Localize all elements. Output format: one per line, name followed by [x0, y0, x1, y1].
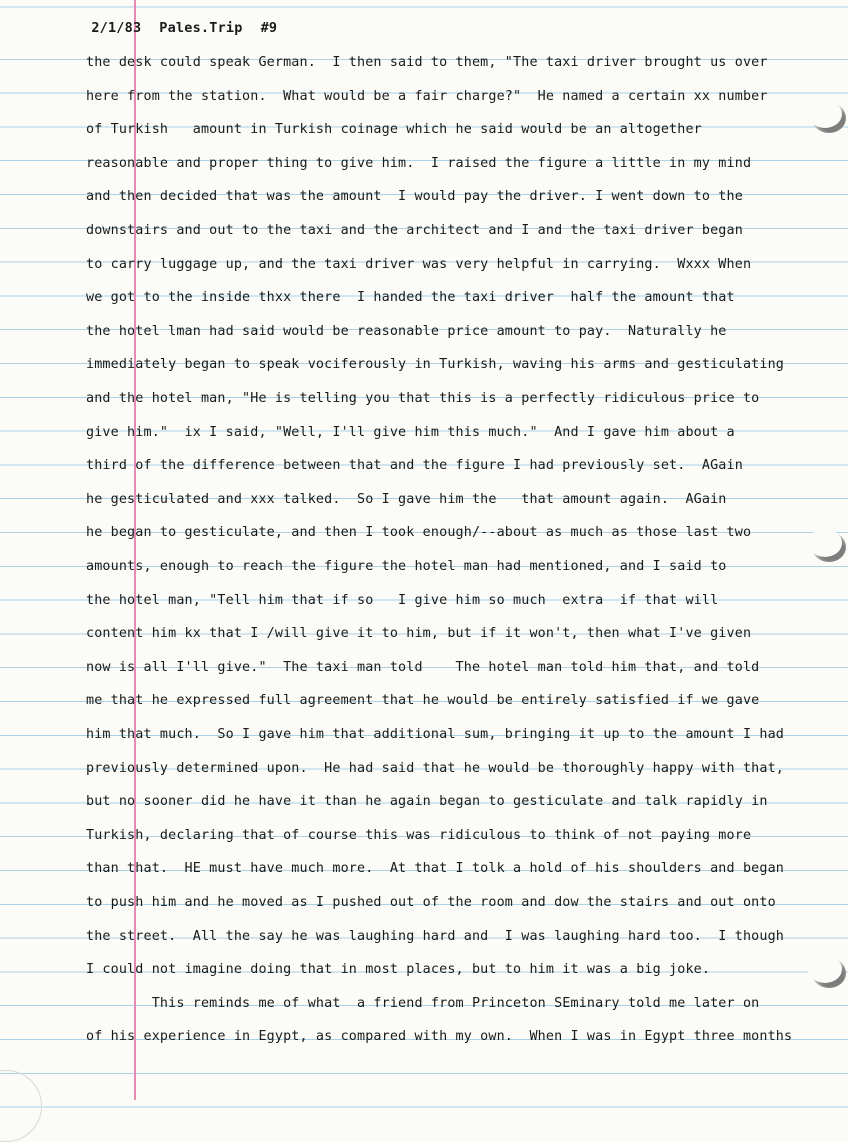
binder-hole-icon — [812, 103, 846, 133]
text-line: This reminds me of what a friend from Princeton SEminary told me later on — [86, 995, 760, 1011]
text-line: Turkish, declaring that of course this was ridiculous to think of not paying more — [86, 827, 752, 843]
text-line: he began to gesticulate, and then I took enough/--about as much as those last two — [86, 525, 752, 541]
header-page-number: #9 — [260, 20, 278, 36]
text-line: him that much. So I gave him that additional sum, bringing it up to the amount I had — [86, 727, 785, 742]
text-line: to carry luggage up, and the taxi driver was very helpful in carrying. Wxxx When — [86, 256, 752, 272]
text-line: than that. HE must have much more. At that I tolk a hold of his shoulders and began — [86, 861, 785, 877]
text-line: we got to the inside thxx there I handed the taxi driver half the amount that — [86, 290, 735, 306]
text-line: content him kx that I /will give it to him, but if it won't, then what I've given — [86, 626, 752, 642]
text-line: and then decided that was the amount I would pay the driver. I went down to the — [86, 189, 743, 205]
text-line: he gesticulated and xxx talked. So I gave him the that amount again. AGain — [86, 491, 727, 507]
binder-hole-icon — [812, 532, 846, 562]
text-line: and the hotel man, "He is telling you that this is a perfectly ridiculous price to — [86, 391, 760, 406]
binder-hole-icon — [812, 958, 846, 988]
text-line: now is all I'll give." The taxi man told The hotel man told him that, and told — [86, 659, 760, 675]
text-line: the hotel lman had said would be reasonable price amount to pay. Naturally he — [86, 323, 727, 339]
text-line: previously determined upon. He had said that he would be thoroughly happy with that, — [86, 760, 785, 776]
text-line: to push him and he moved as I pushed out of the room and dow the stairs and out onto — [86, 895, 776, 910]
text-line: the hotel man, "Tell him that if so I give him so much extra if that will — [86, 592, 719, 608]
text-line: immediately began to speak vociferously in Turkish, waving his arms and gesticulating — [86, 357, 785, 373]
page-header — [58, 4, 295, 52]
header-date: 2/1/83 — [91, 20, 142, 36]
header-title: Pales.Trip — [159, 20, 243, 36]
text-line: reasonable and proper thing to give him. I raised the figure a little in my mind — [86, 155, 752, 171]
text-line: of his experience in Egypt, as compared with my own. When I was in Egypt three months — [86, 1029, 793, 1045]
text-line: downstairs and out to the taxi and the architect and I and the taxi driver began — [86, 223, 743, 238]
text-line: the desk could speak German. I then said to them, "The taxi driver brought us over — [86, 55, 768, 70]
text-line: I could not imagine doing that in most places, but to him it was a big joke. — [86, 962, 711, 978]
text-line: third of the difference between that and the figure I had previously set. AGain — [86, 458, 743, 474]
page-curl — [0, 1070, 42, 1142]
text-line: here from the station. What would be a fair charge?" He named a certain xx number — [86, 88, 768, 104]
text-line: amounts, enough to reach the figure the hotel man had mentioned, and I said to — [86, 559, 727, 574]
text-line: the street. All the say he was laughing hard and I was laughing hard too. I though — [86, 928, 785, 944]
text-line: me that he expressed full agreement that he would be entirely satisfied if we gave — [86, 693, 760, 709]
text-line: but no sooner did he have it than he again began to gesticulate and talk rapidly in — [86, 794, 768, 810]
text-line: of Turkish amount in Turkish coinage which he said would be an altogether — [86, 122, 702, 138]
text-line: give him." ix I said, "Well, I'll give him this much." And I gave him about a — [86, 424, 735, 440]
